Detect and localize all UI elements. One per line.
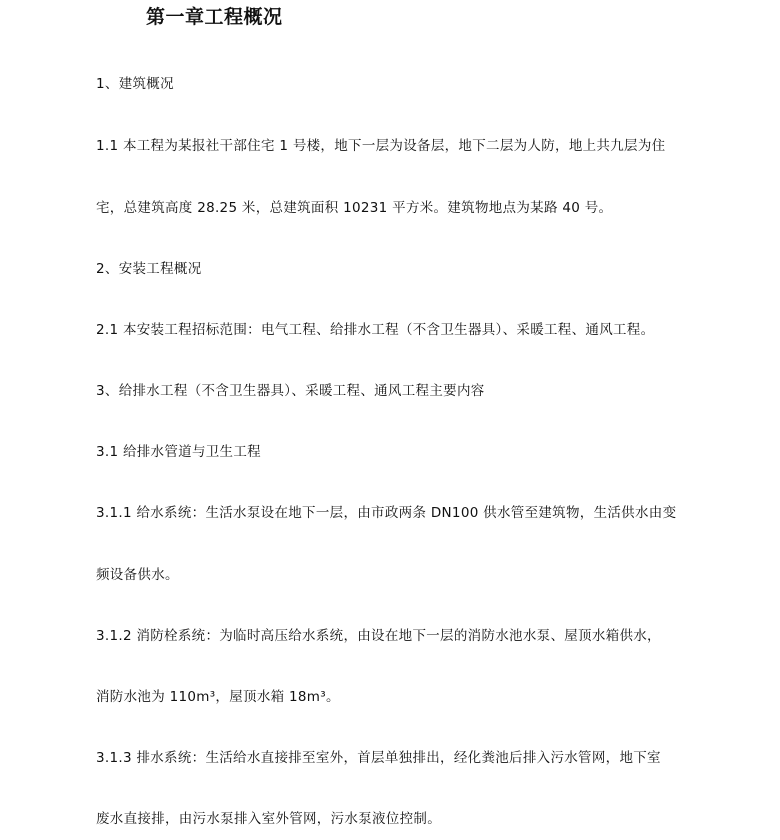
paragraph-line: 3.1.1 给水系统：生活水泵设在地下一层，由市政两条 DN100 供水管至建筑物，生活供水由变 (96, 505, 677, 521)
paragraph-line: 宅，总建筑高度 28.25 米，总建筑面积 10231 平方米。建筑物地点为某路 40 号。 (96, 200, 613, 216)
section-heading-3: 3、给排水工程（不含卫生器具）、采暖工程、通风工程主要内容 (96, 383, 485, 399)
paragraph-line: 废水直接排，由污水泵排入室外管网，污水泵液位控制。 (96, 811, 441, 827)
subsection-heading: 3.1 给排水管道与卫生工程 (96, 444, 261, 460)
section-heading-1: 1、建筑概况 (96, 76, 174, 92)
paragraph-line: 3.1.3 排水系统：生活给水直接排至室外，首层单独排出，经化粪池后排入污水管网，地下室 (96, 750, 661, 766)
section-heading-2: 2、安装工程概况 (96, 261, 202, 277)
chapter-title: 第一章工程概况 (146, 6, 283, 28)
paragraph-line: 3.1.2 消防栓系统：为临时高压给水系统，由设在地下一层的消防水池水泵、屋顶水箱供水， (96, 628, 661, 644)
paragraph-line: 频设备供水。 (96, 567, 179, 583)
paragraph-line: 1.1 本工程为某报社干部住宅 1 号楼，地下一层为设备层，地下二层为人防，地上共九层为住 (96, 138, 666, 154)
paragraph-line: 2.1 本安装工程招标范围：电气工程、给排水工程（不含卫生器具）、采暖工程、通风工程。 (96, 322, 655, 338)
paragraph-line: 消防水池为 110m³，屋顶水箱 18m³。 (96, 689, 340, 705)
